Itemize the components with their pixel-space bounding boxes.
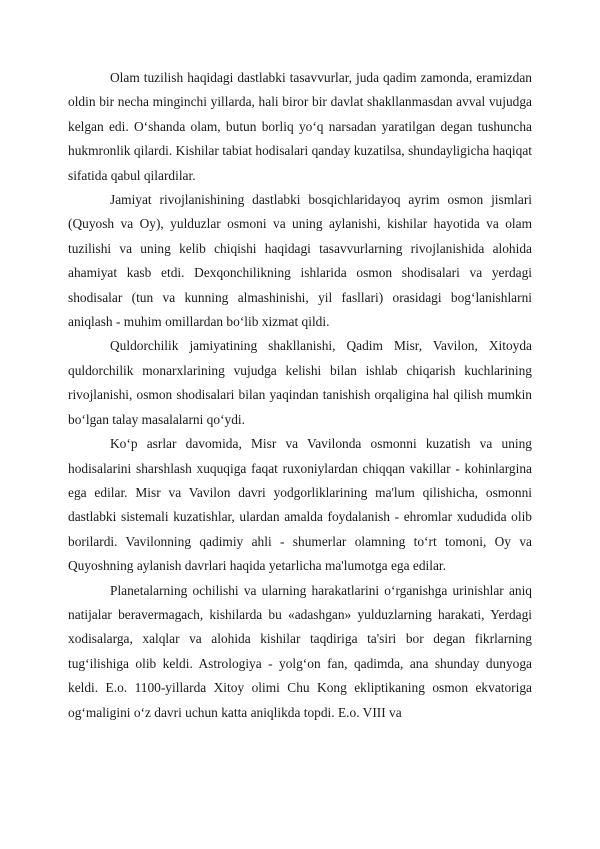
- body-text: [68, 66, 532, 725]
- paragraph: Ko‘p asrlar davomida, Misr va Vavilonda osmonni kuzatish va uning hodisalarini sharshlash xuquqiga faqat ruxoniylardan chiqqan vakillar - kohinlargina ega edilar. Misr va Vavilon davri yodgorliklarining ma'lum qilishicha, osmonni dastlabki sistemali kuzatishlar, ulardan amalda foydalanish - ehromlar xududida olib borilardi. Vavilonning qadimiy ahli - shumerlar olamning to‘rt tomoni, Oy va Quyoshning aylanish davrlari haqida yetarlicha ma'lumotga ega edilar.: [68, 436, 532, 574]
- paragraph: Jamiyat rivojlanishining dastlabki bosqichlaridayoq ayrim osmon jismlari (Quyosh va Oy), yulduzlar osmoni va uning aylanishi, kishilar hayotida va olam tuzilishi va uning kelib chiqishi haqidagi tasavvurlarning rivojlanishida alohida ahamiyat kasb etdi. Dexqonchilikning ishlarida osmon shodisalari va yerdagi shodisalar (tun va kunning almashinishi, yil fasllari) orasidagi bog‘lanishlarni aniqlash - muhim omillardan bo‘lib xizmat qildi.: [68, 192, 532, 330]
- paragraph: Planetalarning ochilishi va ularning harakatlarini o‘rganishga urinishlar aniq natijalar beravermagach, kishilarda bu «adashgan» yulduzlarning harakati, Yerdagi xodisalarga, xalqlar va alohida kishilar taqdiriga ta'siri bor degan fikrlarning tug‘ilishiga olib keldi. Astrologiya - yolg‘on fan, qadimda, ana shunday dunyoga keldi. E.o. 1100-yillarda Xitoy olimi Chu Kong ekliptikaning osmon ekvatoriga og‘maligini o‘z davri uchun katta aniqlikda topdi. E.o. VIII va: [68, 582, 532, 720]
- paragraph: Olam tuzilish haqidagi dastlabki tasavvurlar, juda qadim zamonda, eramizdan oldin bir necha minginchi yillarda, hali biror bir davlat shakllanmasdan avval vujudga kelgan edi. O‘shanda olam, butun borliq yo‘q narsadan yaratilgan degan tushuncha hukmronlik qilardi. Kishilar tabiat hodisalari qanday kuzatilsa, shundayligicha haqiqat sifatida qabul qilardilar.: [68, 70, 532, 183]
- paragraph: Quldorchilik jamiyatining shakllanishi, Qadim Misr, Vavilon, Xitoyda quldorchilik monarxlarining vujudga kelishi bilan ishlab chiqarish kuchlarining rivojlanishi, osmon shodisalari bilan yaqindan tanishish orqaligina hal qilish mumkin bo‘lgan talay masalalarni qo‘ydi.: [68, 338, 532, 427]
